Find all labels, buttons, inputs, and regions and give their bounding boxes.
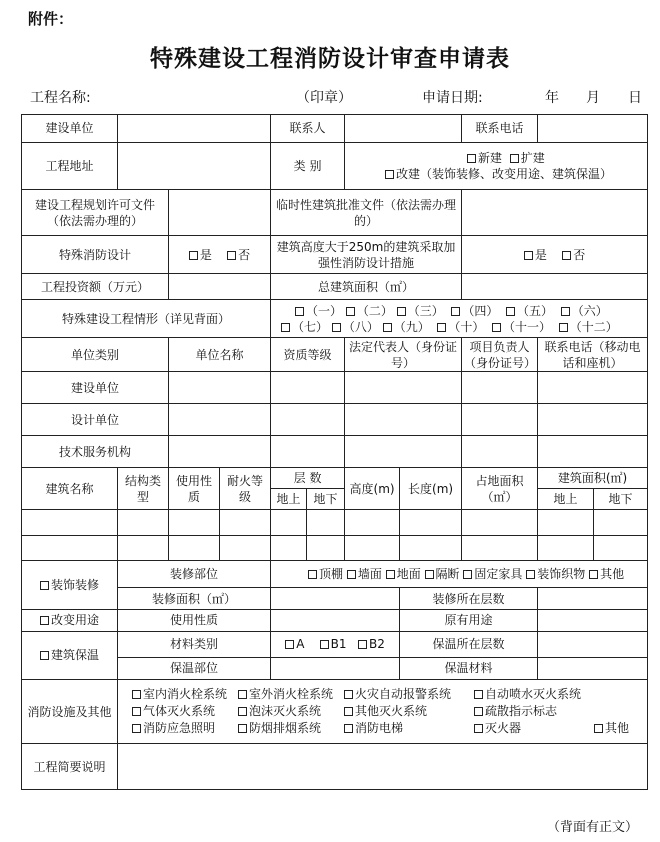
unit-name-header: 单位名称 <box>169 338 271 372</box>
month-label: 月 <box>586 90 600 106</box>
building-cell[interactable] <box>118 535 169 561</box>
situation-6-checkbox[interactable] <box>561 307 570 316</box>
deco-part-partition: 隔断 <box>435 567 460 582</box>
facility-2-label: 室外消火栓系统 <box>249 687 334 702</box>
project-address-label: 工程地址 <box>22 142 118 190</box>
contact-phone-field[interactable] <box>538 115 648 143</box>
change-use-label <box>22 610 118 632</box>
deco-floor-field[interactable] <box>538 588 648 610</box>
special-fire-design-options <box>169 235 271 273</box>
temp-approval-field[interactable] <box>462 190 648 235</box>
building-cell[interactable] <box>594 509 648 535</box>
situation-8-checkbox[interactable] <box>332 323 341 332</box>
seal-label: （印章） <box>296 90 352 106</box>
building-area-header: 建筑面积(㎡) <box>538 468 648 489</box>
fire-facilities-options <box>118 680 648 744</box>
land-area-header: 占地面积（㎡） <box>462 468 538 509</box>
building-cell[interactable] <box>462 535 538 561</box>
floors-below-header: 地下 <box>307 489 345 510</box>
change-use-text: 改变用途 <box>50 613 99 628</box>
facility-3 <box>344 686 474 703</box>
attachment-label: 附件： <box>28 10 74 28</box>
rebuild-checkbox[interactable] <box>385 170 394 179</box>
facility-10 <box>238 720 344 737</box>
situation-7-checkbox[interactable] <box>281 323 290 332</box>
facility-11-label: 消防电梯 <box>355 721 404 736</box>
use-nature-header: 使用性质 <box>169 468 220 509</box>
qualification-cell[interactable] <box>271 404 345 436</box>
facility-12-label: 灭火器 <box>485 721 522 736</box>
planning-permit-field[interactable] <box>169 190 271 235</box>
structure-type-header: 结构类型 <box>118 468 169 509</box>
fabric-checkbox[interactable] <box>526 570 535 579</box>
brief-field[interactable] <box>118 744 648 790</box>
facility-9-label: 消防应急照明 <box>143 721 216 736</box>
facility-2-checkbox[interactable] <box>238 690 247 699</box>
area-above-header: 地上 <box>538 489 594 510</box>
investment-label: 工程投资额（万元） <box>22 274 169 300</box>
special-yes-option: 是 <box>199 247 212 262</box>
facility-10-label: 防烟排烟系统 <box>249 721 322 736</box>
height-250-options <box>462 235 648 273</box>
partition-checkbox[interactable] <box>425 570 434 579</box>
table-row <box>22 535 648 561</box>
construction-unit-label: 建设单位 <box>22 115 118 143</box>
situation-9-checkbox[interactable] <box>383 323 392 332</box>
new-checkbox[interactable] <box>467 154 476 163</box>
class-b1-checkbox[interactable] <box>320 640 329 649</box>
facility-7-label: 其他灭火系统 <box>355 704 428 719</box>
fire-rating-header: 耐火等级 <box>220 468 271 509</box>
other-checkbox[interactable] <box>589 570 598 579</box>
facility-9-checkbox[interactable] <box>132 724 141 733</box>
project-address-field[interactable] <box>118 142 271 190</box>
facility-13-label: 其他 <box>605 721 630 736</box>
insul-material-field[interactable] <box>538 657 648 680</box>
facility-4-checkbox[interactable] <box>474 690 483 699</box>
facility-8-label: 疏散指示标志 <box>485 704 558 719</box>
situation-2: （二） <box>356 303 393 318</box>
height-yes-checkbox[interactable] <box>524 251 533 260</box>
building-cell[interactable] <box>462 509 538 535</box>
floors-above-header: 地上 <box>271 489 307 510</box>
project-name-label: 工程名称: <box>30 90 91 106</box>
table-row <box>22 372 648 404</box>
temp-approval-label: 临时性建筑批准文件（依法需办理的） <box>271 190 462 235</box>
class-b2: B2 <box>369 637 385 652</box>
insul-floor-label: 保温所在层数 <box>400 631 538 657</box>
building-cell[interactable] <box>307 535 345 561</box>
building-cell[interactable] <box>220 535 271 561</box>
insulation-checkbox[interactable] <box>40 651 49 660</box>
building-cell[interactable] <box>271 535 307 561</box>
situation-label: 特殊建设工程情形（详见背面） <box>22 299 271 337</box>
qualification-cell[interactable] <box>271 436 345 468</box>
building-cell[interactable] <box>169 535 220 561</box>
situation-2-checkbox[interactable] <box>346 307 355 316</box>
insul-part-field[interactable] <box>271 657 400 680</box>
situation-12-checkbox[interactable] <box>559 323 568 332</box>
facility-6-checkbox[interactable] <box>238 707 247 716</box>
insulation-text: 建筑保温 <box>50 648 99 663</box>
facility-5-label: 气体灭火系统 <box>143 704 216 719</box>
height-no-option: 否 <box>573 247 586 262</box>
original-use-field[interactable] <box>538 610 648 632</box>
facility-11 <box>344 720 474 737</box>
facility-10-checkbox[interactable] <box>238 724 247 733</box>
planning-permit-label: 建设工程规划许可文件（依法需办理的） <box>22 190 169 235</box>
facility-8 <box>474 703 643 720</box>
investment-field[interactable] <box>169 274 271 300</box>
situation-5: （五） <box>517 303 554 318</box>
footnote: （背面有正文） <box>546 820 638 835</box>
deco-part-furniture: 固定家具 <box>474 567 523 582</box>
application-form <box>21 114 648 790</box>
insul-floor-field[interactable] <box>538 631 648 657</box>
legal-rep-header: 法定代表人（身份证号） <box>345 338 462 372</box>
special-no-checkbox[interactable] <box>227 251 236 260</box>
qualification-header: 资质等级 <box>271 338 345 372</box>
building-cell[interactable] <box>307 509 345 535</box>
building-cell[interactable] <box>400 509 462 535</box>
unit-category-header: 单位类别 <box>22 338 169 372</box>
facility-7-checkbox[interactable] <box>344 707 353 716</box>
project-leader-cell[interactable] <box>462 372 538 404</box>
phone-cell[interactable] <box>538 404 648 436</box>
facility-6-label: 泡沫灭火系统 <box>249 704 322 719</box>
page-title: 特殊建设工程消防设计审查申请表 <box>150 46 510 72</box>
situation-options <box>271 299 648 337</box>
phone-cell[interactable] <box>538 372 648 404</box>
deco-part-other: 其他 <box>600 567 625 582</box>
phone-header: 联系电话（移动电话和座机） <box>538 338 648 372</box>
situation-9: （九） <box>393 319 430 334</box>
unit-row-label: 建设单位 <box>22 372 169 404</box>
class-a: A <box>296 637 305 652</box>
material-class-options <box>271 631 400 657</box>
legal-rep-cell[interactable] <box>345 404 462 436</box>
building-cell[interactable] <box>271 509 307 535</box>
unit-name-cell[interactable] <box>169 372 271 404</box>
class-b1: B1 <box>330 637 347 652</box>
new-option: 新建 <box>478 151 503 166</box>
special-yes-checkbox[interactable] <box>189 251 198 260</box>
building-cell[interactable] <box>169 509 220 535</box>
height-yes-option: 是 <box>534 247 547 262</box>
building-cell[interactable] <box>594 535 648 561</box>
building-cell[interactable] <box>118 509 169 535</box>
legal-rep-cell[interactable] <box>345 372 462 404</box>
brief-label: 工程简要说明 <box>22 744 118 790</box>
original-use-label: 原有用途 <box>400 610 538 632</box>
facility-8-checkbox[interactable] <box>474 707 483 716</box>
facility-5 <box>132 703 238 720</box>
deco-part-fabric: 装饰织物 <box>537 567 586 582</box>
facility-2 <box>238 686 344 703</box>
building-cell[interactable] <box>345 509 400 535</box>
unit-name-cell[interactable] <box>169 436 271 468</box>
deco-part-floor: 地面 <box>396 567 421 582</box>
unit-row-label: 设计单位 <box>22 404 169 436</box>
use-nature-label: 使用性质 <box>118 610 271 632</box>
situation-6: （六） <box>571 303 608 318</box>
fire-facilities-label: 消防设施及其他 <box>22 680 118 744</box>
situation-10: （十） <box>448 319 485 334</box>
building-cell[interactable] <box>22 535 118 561</box>
furniture-checkbox[interactable] <box>463 570 472 579</box>
total-area-field[interactable] <box>462 274 648 300</box>
facility-7 <box>344 703 474 720</box>
situation-5-checkbox[interactable] <box>506 307 515 316</box>
construction-unit-field[interactable] <box>118 115 271 143</box>
facility-4 <box>474 686 643 703</box>
height-no-checkbox[interactable] <box>562 251 571 260</box>
year-label: 年 <box>545 90 559 106</box>
height-header: 高度(m) <box>345 468 400 509</box>
situation-7: （七） <box>292 319 329 334</box>
deco-floor-label: 装修所在层数 <box>400 588 538 610</box>
situation-10-checkbox[interactable] <box>437 323 446 332</box>
class-a-checkbox[interactable] <box>285 640 294 649</box>
situation-3: （三） <box>407 303 444 318</box>
facility-12 <box>474 720 643 737</box>
day-label: 日 <box>628 90 642 106</box>
rebuild-option: 改建（装饰装修、改变用途、建筑保温） <box>396 167 613 182</box>
ceiling-checkbox[interactable] <box>308 570 317 579</box>
building-cell[interactable] <box>220 509 271 535</box>
table-row <box>22 509 648 535</box>
deco-area-label: 装修面积（㎡） <box>118 588 271 610</box>
decoration-text: 装饰装修 <box>50 578 99 593</box>
building-cell[interactable] <box>538 509 594 535</box>
building-cell[interactable] <box>22 509 118 535</box>
facility-11-checkbox[interactable] <box>344 724 353 733</box>
expand-option: 扩建 <box>520 151 545 166</box>
project-leader-cell[interactable] <box>462 404 538 436</box>
facility-6 <box>238 703 344 720</box>
situation-3-checkbox[interactable] <box>397 307 406 316</box>
insulation-label <box>22 631 118 680</box>
deco-part-options <box>271 561 648 588</box>
decoration-checkbox[interactable] <box>40 581 49 590</box>
situation-8: （八） <box>342 319 379 334</box>
table-row <box>22 404 648 436</box>
situation-4-checkbox[interactable] <box>451 307 460 316</box>
situation-11: （十一） <box>503 319 552 334</box>
situation-12: （十二） <box>569 319 618 334</box>
height-250-label: 建筑高度大于250m的建筑采取加强性消防设计措施 <box>271 235 462 273</box>
building-name-header: 建筑名称 <box>22 468 118 509</box>
wall-checkbox[interactable] <box>347 570 356 579</box>
deco-part-wall: 墙面 <box>357 567 382 582</box>
facility-5-checkbox[interactable] <box>132 707 141 716</box>
deco-part-label: 装修部位 <box>118 561 271 588</box>
project-leader-cell[interactable] <box>462 436 538 468</box>
unit-row-label: 技术服务机构 <box>22 436 169 468</box>
total-area-label: 总建筑面积（㎡） <box>271 274 462 300</box>
deco-area-field[interactable] <box>271 588 400 610</box>
building-cell[interactable] <box>538 535 594 561</box>
floor-checkbox[interactable] <box>386 570 395 579</box>
situation-1-checkbox[interactable] <box>295 307 304 316</box>
category-label: 类 别 <box>271 142 345 190</box>
situation-4: （四） <box>462 303 499 318</box>
material-class-label: 材料类别 <box>118 631 271 657</box>
facility-12-checkbox[interactable] <box>474 724 483 733</box>
building-cell[interactable] <box>400 535 462 561</box>
area-below-header: 地下 <box>594 489 648 510</box>
project-leader-header: 项目负责人（身份证号） <box>462 338 538 372</box>
facility-3-label: 火灾自动报警系统 <box>355 687 452 702</box>
special-no-option: 否 <box>238 247 251 262</box>
category-options <box>345 142 648 190</box>
contact-person-field[interactable] <box>345 115 462 143</box>
facility-1 <box>132 686 238 703</box>
building-cell[interactable] <box>345 535 400 561</box>
decoration-label <box>22 561 118 610</box>
situation-1: （一） <box>306 303 343 318</box>
change-use-checkbox[interactable] <box>40 616 49 625</box>
special-fire-design-label: 特殊消防设计 <box>22 235 169 273</box>
situation-11-checkbox[interactable] <box>492 323 501 332</box>
facility-9 <box>132 720 238 737</box>
deco-part-ceiling: 顶棚 <box>319 567 344 582</box>
table-row <box>22 436 648 468</box>
contact-phone-label: 联系电话 <box>462 115 538 143</box>
use-nature-field[interactable] <box>271 610 400 632</box>
insul-material-label: 保温材料 <box>400 657 538 680</box>
facility-3-checkbox[interactable] <box>344 690 353 699</box>
length-header: 长度(m) <box>400 468 462 509</box>
facility-13-checkbox[interactable] <box>594 724 603 733</box>
contact-person-label: 联系人 <box>271 115 345 143</box>
legal-rep-cell[interactable] <box>345 436 462 468</box>
facility-4-label: 自动喷水灭火系统 <box>485 687 582 702</box>
unit-name-cell[interactable] <box>169 404 271 436</box>
phone-cell[interactable] <box>538 436 648 468</box>
expand-checkbox[interactable] <box>510 154 519 163</box>
facility-1-label: 室内消火栓系统 <box>143 687 228 702</box>
class-b2-checkbox[interactable] <box>358 640 367 649</box>
apply-date-label: 申请日期: <box>422 90 483 106</box>
floors-header: 层 数 <box>271 468 345 489</box>
insul-part-label: 保温部位 <box>118 657 271 680</box>
facility-1-checkbox[interactable] <box>132 690 141 699</box>
qualification-cell[interactable] <box>271 372 345 404</box>
